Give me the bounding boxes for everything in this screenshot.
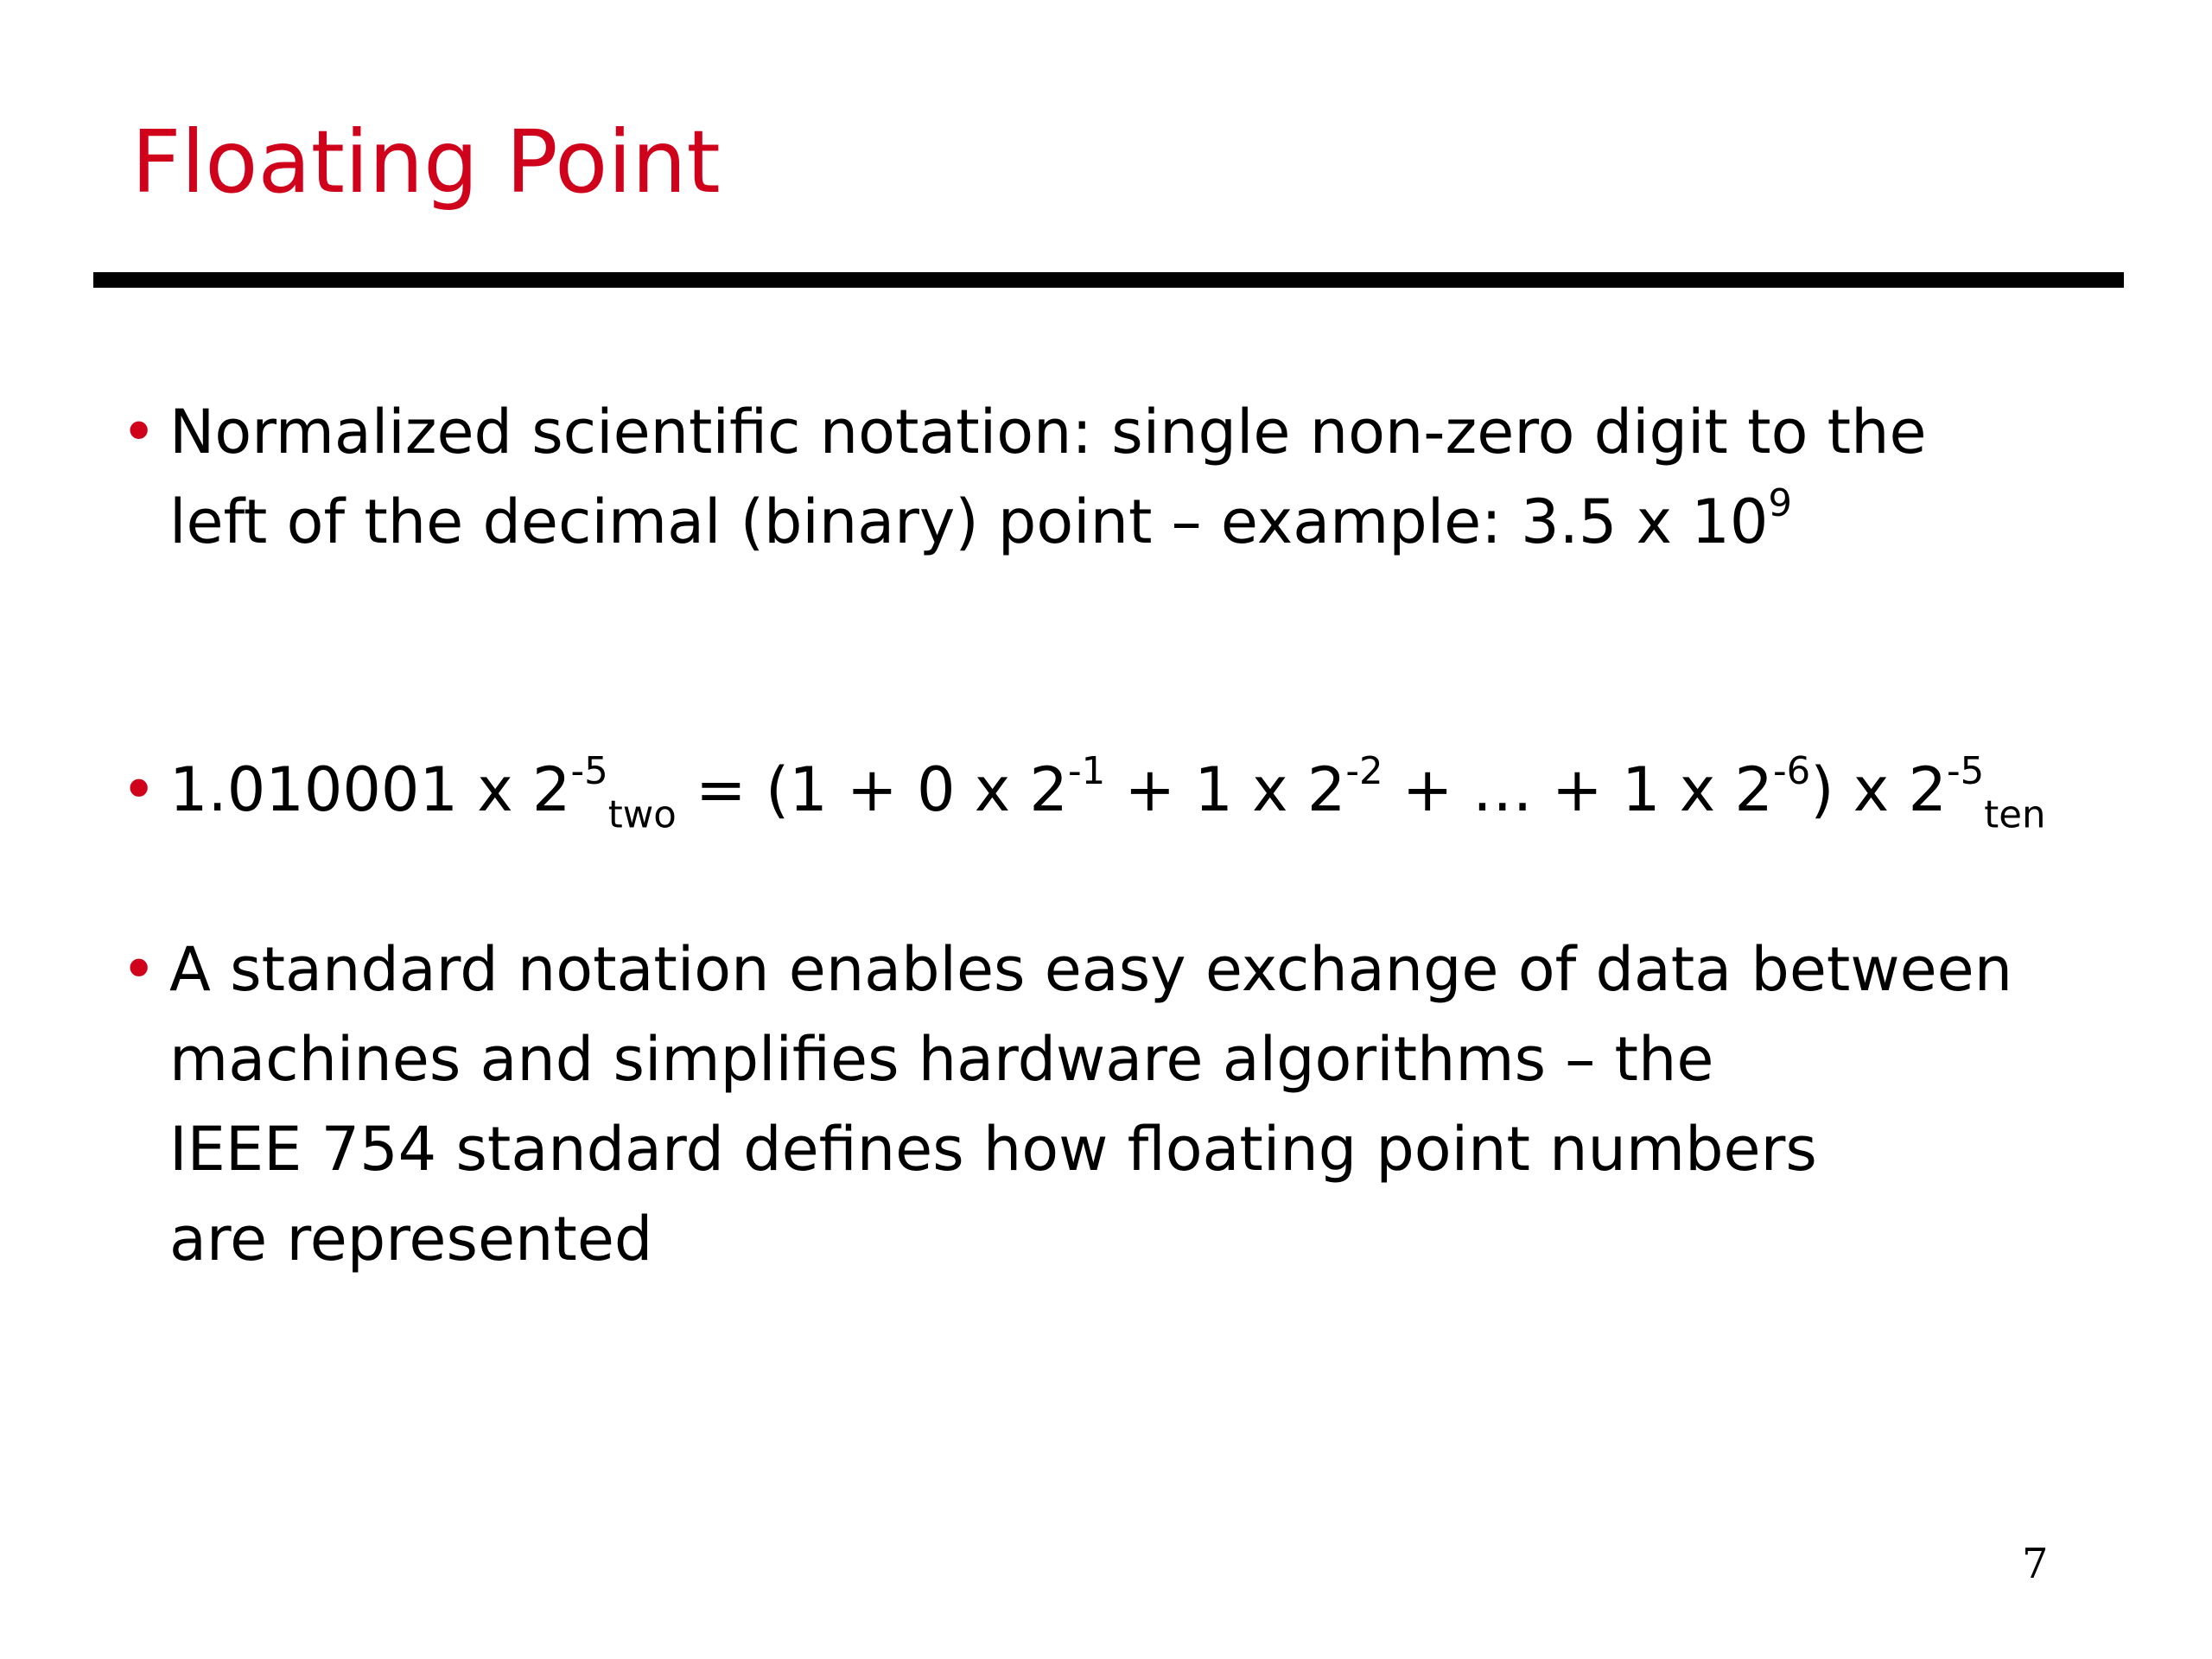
bullet-dot-icon: • xyxy=(121,754,157,825)
exponent: -6 xyxy=(1772,749,1811,793)
bullet-text xyxy=(169,387,2065,567)
base-subscript: ten xyxy=(1984,793,2046,837)
formula-part: = (1 + 0 x 2 xyxy=(676,754,1068,825)
bullet-dot-icon: • xyxy=(121,397,157,467)
bullet-line: IEEE 754 standard defines how floating point numbers xyxy=(169,1114,1817,1185)
formula-part: + 1 x 2 xyxy=(1105,754,1346,825)
bullet-text xyxy=(169,745,2065,835)
exponent: -5 xyxy=(570,749,608,793)
bullet-line-text: left of the decimal (binary) point – example: 3.5 x 10 xyxy=(169,486,1769,557)
slide-title: Floating Point xyxy=(131,111,721,213)
bullet-dot-icon: • xyxy=(121,934,157,1005)
formula-part: ) x 2 xyxy=(1810,754,1947,825)
exponent: -2 xyxy=(1345,749,1383,793)
bullet-line: Normalized scientific notation: single non-zero digit to the xyxy=(169,397,1927,467)
bullet-text xyxy=(169,925,2065,1284)
exponent: -1 xyxy=(1067,749,1106,793)
bullet-normalized-notation xyxy=(121,387,2065,567)
page-number: 7 xyxy=(2022,1540,2049,1588)
bullet-ieee-standard xyxy=(121,925,2065,1284)
formula-part: + … + 1 x 2 xyxy=(1382,754,1773,825)
exponent: -5 xyxy=(1947,749,1985,793)
base-subscript: two xyxy=(607,793,677,837)
exponent: 9 xyxy=(1768,481,1792,525)
bullet-line: machines and simplifies hardware algorithms – the xyxy=(169,1024,1714,1095)
formula-part: 1.010001 x 2 xyxy=(169,754,571,825)
title-divider xyxy=(93,272,2124,288)
bullet-binary-example xyxy=(121,745,2065,835)
bullet-line: are represented xyxy=(169,1204,653,1274)
bullet-line: A standard notation enables easy exchange of data between xyxy=(169,934,2013,1005)
bullet-line xyxy=(169,477,2065,567)
formula-line xyxy=(169,745,2065,835)
